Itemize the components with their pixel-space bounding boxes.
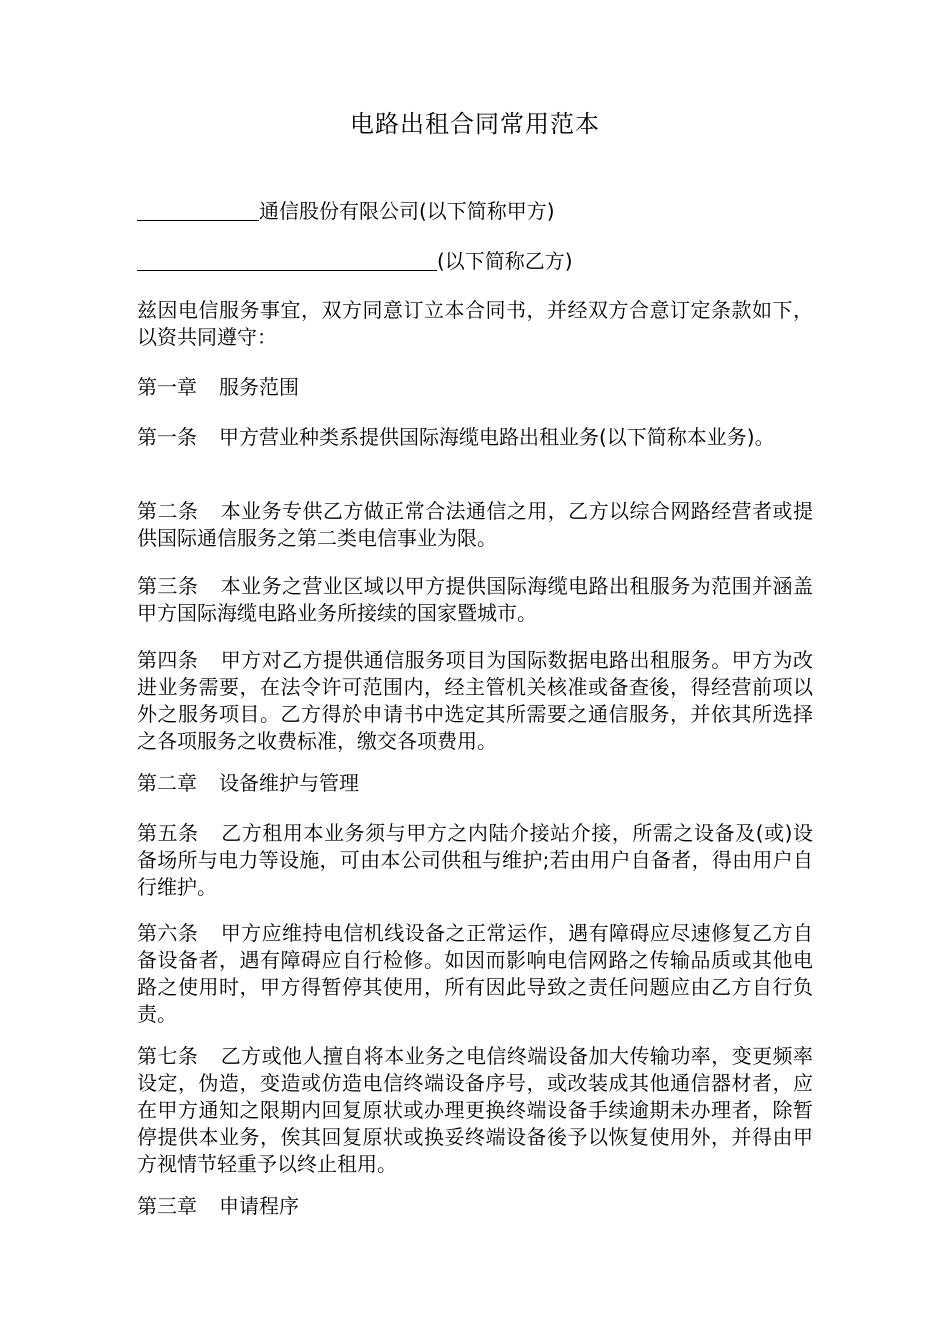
article-paragraph	[137, 424, 813, 451]
article-paragraph	[137, 920, 813, 1028]
party-a-blank	[137, 200, 259, 221]
article-text: 本业务之营业区域以甲方提供国际海缆电路出租服务为范围并涵盖甲方国际海缆电路业务所接续的国家暨城市。	[137, 574, 813, 625]
chapter-title: 申请程序	[219, 1194, 299, 1218]
article-paragraph	[137, 820, 813, 901]
article-paragraph	[137, 1043, 813, 1178]
chapter-heading	[137, 374, 813, 401]
article-paragraph	[137, 573, 813, 627]
chapter-heading	[137, 770, 813, 797]
article-label: 第三条	[137, 574, 199, 598]
article-label: 第六条	[137, 921, 199, 945]
article-label: 第四条	[137, 648, 199, 672]
party-b-text: (以下简称乙方)	[437, 249, 573, 273]
article-text: 乙方或他人擅自将本业务之电信终端设备加大传输功率，变更频率设定，伪造，变造或仿造电信终端设备序号，或改装成其他通信器材者，应在甲方通知之限期内回复原状或办理更换终端设备手续逾期未办理者，除暂停提供本业务，俟其回复原状或换妥终端设备後予以恢复使用外，并得由甲方视情节轻重予以终止租用。	[137, 1044, 813, 1176]
party-a-text: 通信股份有限公司(以下简称甲方)	[259, 199, 555, 223]
article-text: 本业务专供乙方做正常合法通信之用，乙方以综合网路经营者或提供国际通信服务之第二类电信事业为限。	[137, 499, 813, 550]
chapter-label: 第一章	[137, 375, 197, 399]
article-paragraph	[137, 498, 813, 552]
chapter-title: 设备维护与管理	[219, 771, 359, 795]
chapter-title: 服务范围	[219, 375, 299, 399]
article-label: 第一条	[137, 425, 197, 449]
article-paragraph	[137, 647, 813, 755]
article-label: 第七条	[137, 1044, 199, 1068]
article-label: 第二条	[137, 499, 199, 523]
party-b-line	[137, 248, 813, 275]
party-a-line	[137, 198, 813, 225]
article-text: 甲方对乙方提供通信服务项目为国际数据电路出租服务。甲方为改进业务需要，在法令许可范围内，经主管机关核准或备查後，得经营前项以外之服务项目。乙方得於申请书中选定其所需要之通信服务，并依其所选择之各项服务之收费标准，缴交各项费用。	[137, 648, 813, 753]
document-title: 电路出租合同常用范本	[350, 110, 600, 138]
chapter-label: 第二章	[137, 771, 197, 795]
article-text: 甲方营业种类系提供国际海缆电路出租业务(以下简称本业务)。	[219, 425, 775, 449]
chapter-label: 第三章	[137, 1194, 197, 1218]
article-label: 第五条	[137, 821, 199, 845]
article-text: 甲方应维持电信机线设备之正常运作，遇有障碍应尽速修复乙方自备设备者，遇有障碍应自行检修。如因而影响电信网路之传输品质或其他电路之使用时，甲方得暂停其使用，所有因此导致之责任问题应由乙方自行负责。	[137, 921, 813, 1026]
chapter-heading	[137, 1193, 813, 1220]
intro-paragraph: 兹因电信服务事宜，双方同意订立本合同书，并经双方合意订定条款如下，以资共同遵守：	[137, 298, 813, 349]
article-text: 乙方租用本业务须与甲方之内陆介接站介接，所需之设备及(或)设备场所与电力等设施，可由本公司供租与维护;若由用户自备者，得由用户自行维护。	[137, 821, 813, 899]
party-b-blank	[137, 250, 437, 271]
